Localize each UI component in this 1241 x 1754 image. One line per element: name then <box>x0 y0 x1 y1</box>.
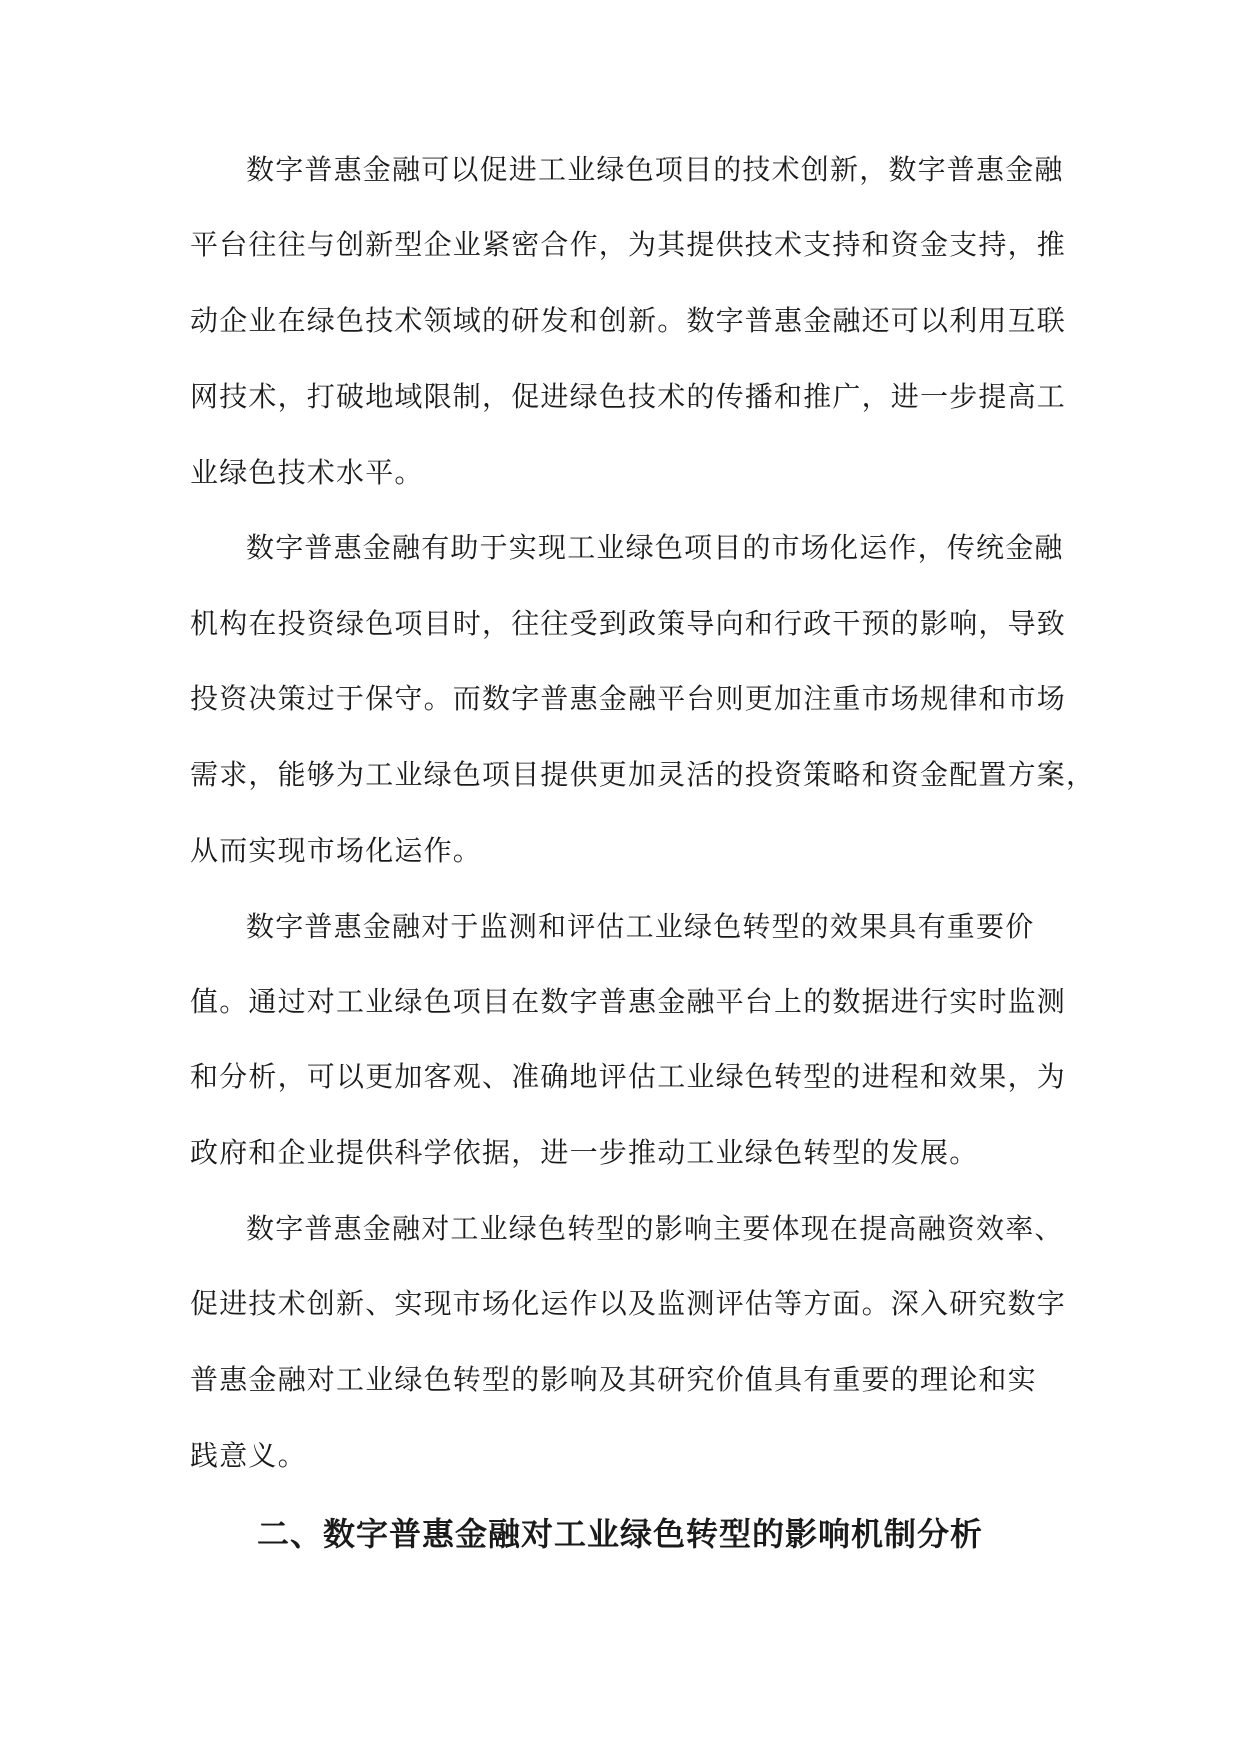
paragraph-line: 数字普惠金融可以促进工业绿色项目的技术创新，数字普惠金融 <box>246 153 1064 186</box>
paragraph-line: 数字普惠金融有助于实现工业绿色项目的市场化运作，传统金融 <box>246 531 1064 564</box>
paragraph-line: 数字普惠金融对工业绿色转型的影响主要体现在提高融资效率、 <box>246 1212 1064 1245</box>
paragraph-line: 需求，能够为工业绿色项目提供更加灵活的投资策略和资金配置方案， <box>190 758 1096 791</box>
paragraph-line: 平台往往与创新型企业紧密合作，为其提供技术支持和资金支持，推 <box>190 228 1067 261</box>
paragraph-line: 值。通过对工业绿色项目在数字普惠金融平台上的数据进行实时监测 <box>190 985 1067 1018</box>
paragraph-line: 动企业在绿色技术领域的研发和创新。数字普惠金融还可以利用互联 <box>190 304 1067 337</box>
paragraph-line: 从而实现市场化运作。 <box>190 834 483 867</box>
section-heading: 二、数字普惠金融对工业绿色转型的影响机制分析 <box>257 1515 984 1553</box>
paragraph-line: 机构在投资绿色项目时，往往受到政策导向和行政干预的影响，导致 <box>190 607 1067 640</box>
paragraph-line: 业绿色技术水平。 <box>190 456 424 489</box>
paragraph-line: 投资决策过于保守。而数字普惠金融平台则更加注重市场规律和市场 <box>190 682 1067 715</box>
paragraph-line: 践意义。 <box>190 1439 307 1472</box>
paragraph-line: 网技术，打破地域限制，促进绿色技术的传播和推广，进一步提高工 <box>190 380 1067 413</box>
paragraph-line: 普惠金融对工业绿色转型的影响及其研究价值具有重要的理论和实 <box>190 1363 1037 1396</box>
paragraph-line: 促进技术创新、实现市场化运作以及监测评估等方面。深入研究数字 <box>190 1287 1067 1320</box>
paragraph-line: 数字普惠金融对于监测和评估工业绿色转型的效果具有重要价 <box>246 910 1035 943</box>
paragraph-line: 政府和企业提供科学依据，进一步推动工业绿色转型的发展。 <box>190 1136 979 1169</box>
paragraph-line: 和分析，可以更加客观、准确地评估工业绿色转型的进程和效果，为 <box>190 1060 1067 1093</box>
